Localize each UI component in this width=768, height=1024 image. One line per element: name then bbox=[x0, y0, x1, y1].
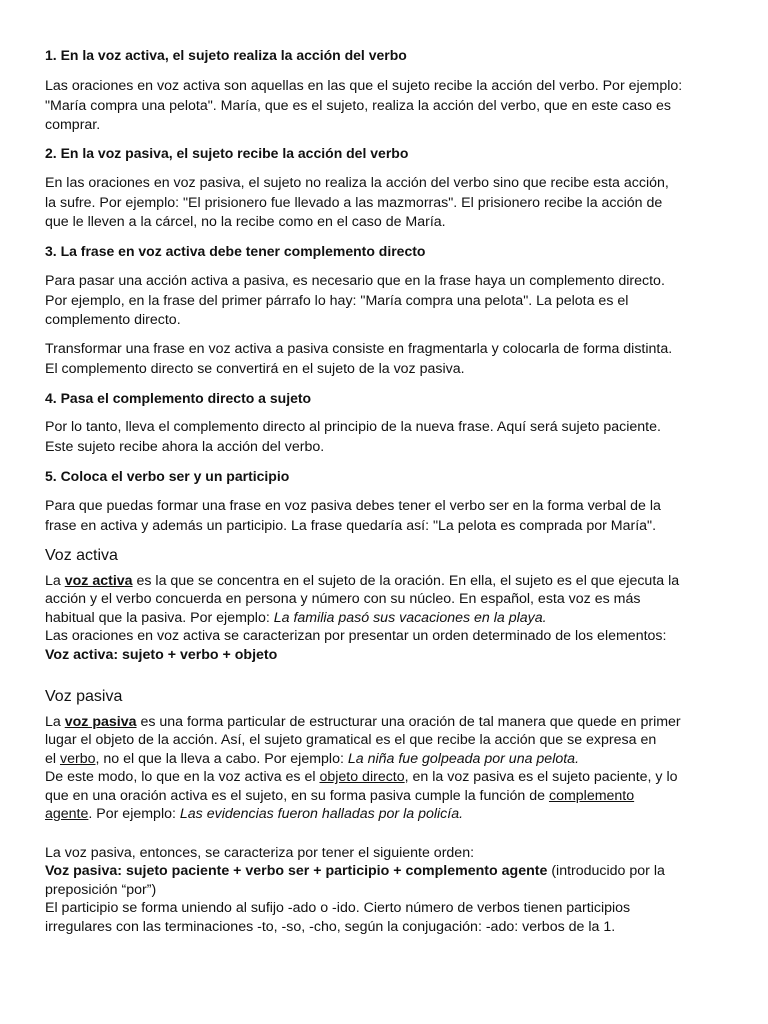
text-line: Por lo tanto, lleva el complemento directo al principio de la nueva frase. Aquí será sujeto paciente. bbox=[45, 419, 661, 435]
text-line: Para pasar una acción activa a pasiva, es necesario que en la frase haya un complemento directo. bbox=[45, 273, 665, 289]
objeto-directo-link[interactable]: objeto directo bbox=[319, 769, 405, 786]
formula-line: Voz activa: sujeto + verbo + objeto bbox=[45, 646, 278, 663]
text-line: Voz pasiva: sujeto paciente + verbo ser + participio + complemento agente (introducido por la bbox=[45, 863, 665, 880]
text-line: preposición “por”) bbox=[45, 881, 157, 898]
example-text: La niña fue golpeada por una pelota. bbox=[347, 750, 580, 767]
text-line: En las oraciones en voz pasiva, el sujeto no realiza la acción del verbo sino que recibe esta acción, bbox=[45, 175, 669, 191]
text-line: Transformar una frase en voz activa a pasiva consiste en fragmentarla y colocarla de forma distinta. bbox=[45, 341, 673, 357]
paragraph-3 bbox=[45, 272, 735, 331]
voz-activa-paragraph bbox=[45, 572, 735, 664]
example-text: La familia pasó sus vacaciones en la playa. bbox=[273, 609, 547, 626]
text-line: "María compra una pelota". María, que es el sujeto, realiza la acción del verbo, que en este caso es bbox=[45, 97, 672, 114]
text-line: habitual que la pasiva. Por ejemplo: La familia pasó sus vacaciones en la playa. bbox=[45, 609, 547, 626]
voz-activa-title: Voz activa bbox=[45, 547, 118, 564]
text-line: lugar el objeto de la acción. Así, el sujeto gramatical es el que recibe la acción que se expresa en bbox=[45, 732, 657, 749]
text-line: acción y el verbo concuerda en persona y número con su núcleo. En español, esta voz es más bbox=[45, 591, 641, 608]
text-line: El participio se forma uniendo al sufijo -ado o -ido. Cierto número de verbos tienen participios bbox=[45, 900, 631, 917]
heading-3: 3. La frase en voz activa debe tener complemento directo bbox=[45, 243, 426, 259]
paragraph-3b bbox=[45, 340, 735, 379]
text-line: Este sujeto recibe ahora la acción del verbo. bbox=[45, 438, 325, 455]
text-line: la sufre. Por ejemplo: "El prisionero fue llevado a las mazmorras". El prisionero recibe la acción de bbox=[45, 194, 663, 211]
example-text: Las evidencias fueron halladas por la policía. bbox=[179, 806, 464, 823]
verbo-link[interactable]: verbo bbox=[59, 750, 96, 767]
voz-pasiva-paragraph bbox=[45, 713, 735, 823]
heading-5: 5. Coloca el verbo ser y un participio bbox=[45, 468, 290, 484]
voz-pasiva-term: voz pasiva bbox=[64, 714, 137, 730]
voz-pasiva-title: Voz pasiva bbox=[45, 688, 123, 705]
text-line: La voz activa es la que se concentra en el sujeto de la oración. En ella, el sujeto es el que ejecuta la bbox=[45, 573, 680, 589]
paragraph-5 bbox=[45, 497, 735, 536]
heading-2: 2. En la voz pasiva, el sujeto recibe la acción del verbo bbox=[45, 145, 409, 161]
text-line: Las oraciones en voz activa se caracterizan por presentar un orden determinado de los elementos: bbox=[45, 628, 667, 645]
heading-1: 1. En la voz activa, el sujeto realiza la acción del verbo bbox=[45, 47, 407, 63]
text-line: De este modo, lo que en la voz activa es el objeto directo, en la voz pasiva es el sujeto paciente, y lo bbox=[45, 769, 678, 786]
text-line: La voz pasiva es una forma particular de estructurar una oración de tal manera que quede en primer bbox=[45, 714, 681, 730]
text-line: irregulares con las terminaciones -to, -so, -cho, según la conjugación: -ado: verbos de la 1. bbox=[45, 918, 616, 935]
text-line: el verbo, no el que la lleva a cabo. Por ejemplo: La niña fue golpeada por una pelota. bbox=[45, 750, 580, 767]
voz-activa-term: voz activa bbox=[64, 573, 133, 589]
text-line: agente. Por ejemplo: Las evidencias fueron halladas por la policía. bbox=[45, 806, 464, 823]
paragraph-2 bbox=[45, 174, 735, 233]
text-line: que le lleven a la cárcel, no la recibe como en el caso de María. bbox=[45, 214, 446, 230]
text-line: El complemento directo se convertirá en el sujeto de la voz pasiva. bbox=[45, 360, 465, 377]
complemento-agente-link[interactable]: agente bbox=[45, 806, 89, 823]
text-line: que en una oración activa es el sujeto, en su forma pasiva cumple la función de complemento bbox=[45, 787, 635, 804]
paragraph-1 bbox=[45, 77, 735, 136]
complemento-agente-link[interactable]: complemento bbox=[548, 787, 635, 804]
text-line: La voz pasiva, entonces, se caracteriza por tener el siguiente orden: bbox=[45, 845, 475, 861]
text-line: comprar. bbox=[45, 117, 101, 133]
text-line: Por ejemplo, en la frase del primer párrafo lo hay: "María compra una pelota". La pelota es el bbox=[45, 292, 629, 309]
heading-4: 4. Pasa el complemento directo a sujeto bbox=[45, 390, 312, 406]
text-line: Las oraciones en voz activa son aquellas en las que el sujeto recibe la acción del verbo. Por ejemplo: bbox=[45, 78, 683, 94]
text-line: complemento directo. bbox=[45, 312, 181, 328]
formula-text: Voz pasiva: sujeto paciente + verbo ser + participio + complemento agente bbox=[45, 863, 548, 880]
text-line: Para que puedas formar una frase en voz pasiva debes tener el verbo ser en la forma verbal de la bbox=[45, 498, 661, 514]
orden-paragraph bbox=[45, 844, 735, 936]
paragraph-4 bbox=[45, 418, 735, 457]
text-line: frase en activa y además un participio. La frase quedaría así: "La pelota es comprada por María". bbox=[45, 517, 657, 534]
